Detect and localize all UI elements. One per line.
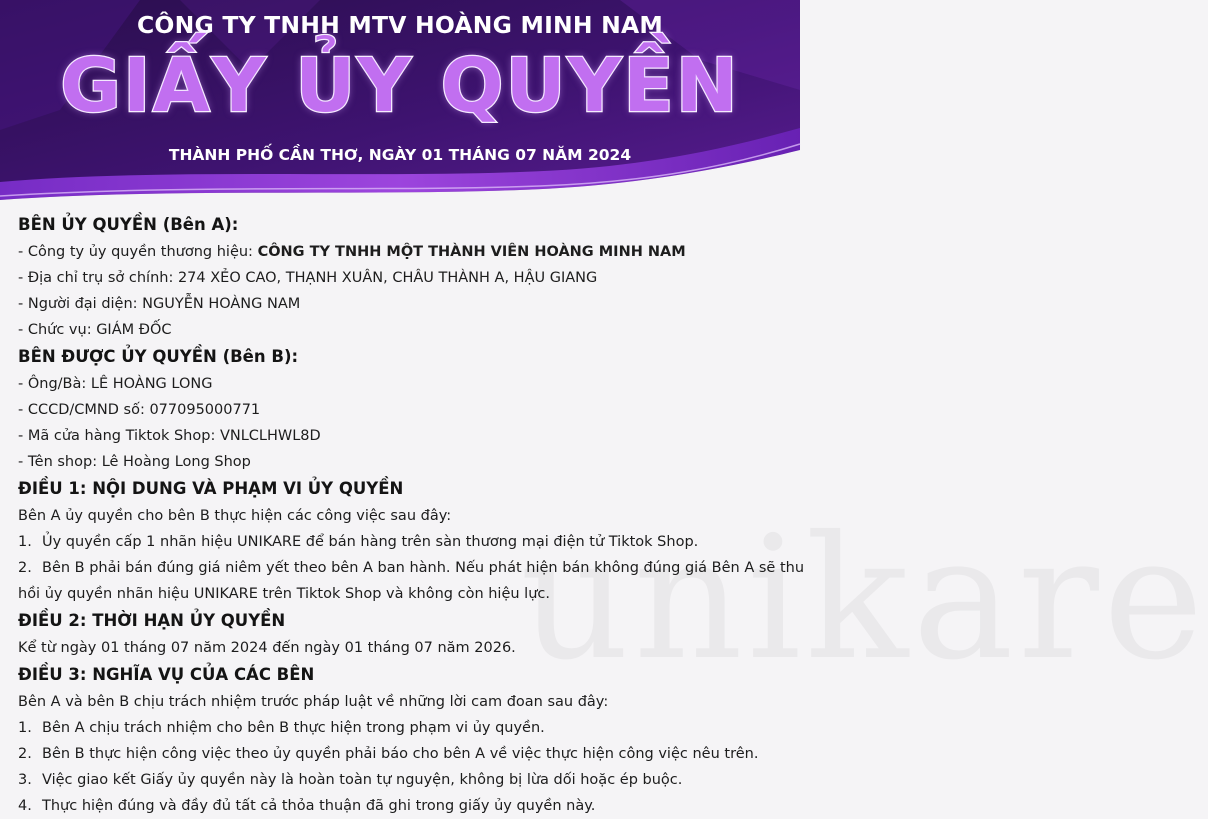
place-date: THÀNH PHỐ CẦN THƠ, NGÀY 01 THÁNG 07 NĂM 2024	[168, 146, 632, 164]
party-b-id: - CCCD/CMND số: 077095000771	[18, 402, 261, 418]
party-b-heading: BÊN ĐƯỢC ỦY QUYỀN (Bên B):	[18, 347, 299, 366]
article-3-intro: Bên A và bên B chịu trách nhiệm trước pháp luật về những lời cam đoan sau đây:	[18, 694, 609, 710]
item-text: Thực hiện đúng và đầy đủ tất cả thỏa thuận đã ghi trong giấy ủy quyền này.	[42, 798, 596, 814]
company-name: CÔNG TY TNHH MTV HOÀNG MINH NAM	[136, 11, 663, 39]
article-3-item	[18, 715, 800, 741]
party-b-shop-name: - Tên shop: Lê Hoàng Long Shop	[18, 454, 251, 470]
item-number: 1.	[18, 534, 32, 550]
article-1-item	[18, 529, 800, 555]
article-2-heading: ĐIỀU 2: THỜI HẠN ỦY QUYỀN	[18, 611, 286, 630]
item-number: 1.	[18, 720, 32, 736]
item-text: Bên B phải bán đúng giá niêm yết theo bên A ban hành. Nếu phát hiện bán không đúng giá Bên A sẽ thu	[42, 560, 805, 576]
party-b-shop-code: - Mã cửa hàng Tiktok Shop: VNLCLHWL8D	[18, 428, 321, 444]
party-b-name: - Ông/Bà: LÊ HOÀNG LONG	[18, 376, 213, 392]
article-3-item	[18, 767, 800, 793]
article-1-item	[18, 555, 805, 581]
party-a-brand-label: - Công ty ủy quyền thương hiệu:	[18, 244, 258, 260]
document-body	[18, 211, 805, 819]
item-number: 3.	[18, 772, 32, 788]
item-text: Ủy quyền cấp 1 nhãn hiệu UNIKARE để bán hàng trên sàn thương mại điện tử Tiktok Shop.	[42, 534, 699, 550]
party-a-heading: BÊN ỦY QUYỀN (Bên A):	[18, 215, 239, 234]
item-text: Bên B thực hiện công việc theo ủy quyền phải báo cho bên A về việc thực hiện công việc nêu trên.	[42, 746, 759, 762]
document-title: GIẤY ỦY QUYỀN	[60, 43, 740, 129]
article-1-continuation: hồi ủy quyền nhãn hiệu UNIKARE trên Tiktok Shop và không còn hiệu lực.	[18, 586, 550, 602]
party-a-brand-value: CÔNG TY TNHH MỘT THÀNH VIÊN HOÀNG MINH NAM	[257, 244, 686, 260]
item-number: 2.	[18, 560, 32, 576]
item-number: 2.	[18, 746, 32, 762]
party-a-representative: - Người đại diện: NGUYỄN HOÀNG NAM	[18, 296, 301, 312]
party-a-brand	[18, 239, 800, 265]
document-header	[0, 0, 800, 205]
item-text: Việc giao kết Giấy ủy quyền này là hoàn toàn tự nguyện, không bị lừa dối hoặc ép buộc.	[42, 772, 683, 788]
party-a-position: - Chức vụ: GIÁM ĐỐC	[18, 322, 172, 338]
article-2-text: Kể từ ngày 01 tháng 07 năm 2024 đến ngày 01 tháng 07 năm 2026.	[18, 640, 516, 656]
article-1-intro: Bên A ủy quyền cho bên B thực hiện các công việc sau đây:	[18, 508, 452, 524]
article-3-item	[18, 793, 800, 819]
article-3-item	[18, 741, 800, 767]
party-a-address: - Địa chỉ trụ sở chính: 274 XẺO CAO, THẠNH XUÂN, CHÂU THÀNH A, HẬU GIANG	[18, 270, 598, 286]
item-text: Bên A chịu trách nhiệm cho bên B thực hiện trong phạm vi ủy quyền.	[42, 720, 545, 736]
article-3-heading: ĐIỀU 3: NGHĨA VỤ CỦA CÁC BÊN	[18, 665, 315, 684]
article-1-heading: ĐIỀU 1: NỘI DUNG VÀ PHẠM VI ỦY QUYỀN	[18, 479, 404, 498]
item-number: 4.	[18, 798, 32, 814]
